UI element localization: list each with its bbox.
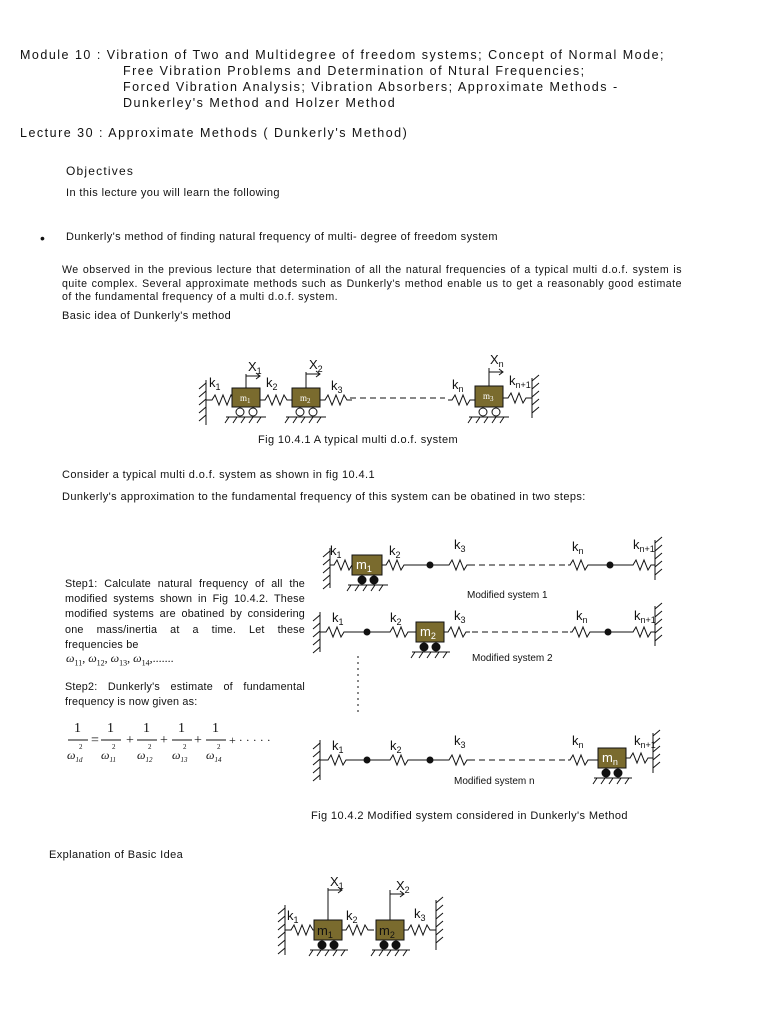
svg-text:ω13: $\omega_{13}$	[172, 748, 188, 764]
module-title-line-3: Forced Vibration Analysis; Vibration Absorbers; Approximate Methods -	[123, 80, 619, 94]
svg-text:2: 2	[148, 743, 152, 751]
svg-text:1: 1	[107, 721, 114, 736]
fig3-m1: $m_1$	[317, 923, 333, 940]
fig2-caption: Fig 10.4.2 Modified system considered in Dunkerly's Method	[311, 810, 628, 822]
fig2-sn-k2: $k_2$	[390, 738, 402, 755]
fig1-x1-label: $X_1$	[248, 359, 262, 376]
fig2-s1-k2: $k_2$	[389, 543, 401, 560]
fig2-sn-kn1: $k_{n+1}$	[634, 733, 656, 750]
fig3-k3: $k_3$	[414, 906, 426, 923]
svg-text:1: 1	[178, 721, 185, 736]
fig2-s1-kn: $k_n$	[572, 539, 584, 556]
fig2-s1-mass: $m_1$	[356, 557, 372, 574]
explanation-heading: Explanation of Basic Idea	[49, 849, 184, 861]
svg-text:ω1d: $\omega_{1d}$	[67, 748, 83, 764]
fig1-caption: Fig 10.4.1 A typical multi d.o.f. system	[258, 434, 459, 446]
fig2-sn-k3: $k_3$	[454, 733, 466, 750]
step1-text: Step1: Calculate natural frequency of all the modified systems shown in Fig 10.4.2. These modified systems are obatined by considering one mass/inertia at a time. Let these frequencies be	[65, 578, 305, 651]
fig2-s1-k1: $k_1$	[330, 543, 342, 560]
lecture-title: Lecture 30 : Approximate Methods ( Dunkerly's Method)	[20, 126, 409, 140]
svg-text:1: 1	[143, 721, 150, 736]
fig1-k1-label: $k_1$	[209, 375, 221, 392]
fig1-kn1-label: $k_{n+1}$	[509, 373, 531, 390]
fig3-k2: $k_2$	[346, 908, 358, 925]
fig2-sn-kn: $k_n$	[572, 733, 584, 750]
fig3-m2: $m_2$	[379, 923, 395, 940]
fig2-s2-mass: $m_2$	[420, 624, 436, 641]
fig2-sys2-label: Modified system 2	[472, 653, 553, 664]
fig2-s1-k3: $k_3$	[454, 537, 466, 554]
fig1-m3-label: $m_3$	[483, 391, 494, 403]
module-title-line-2: Free Vibration Problems and Determination of Ntural Frequencies;	[123, 64, 586, 78]
formula-plus-1: +	[126, 733, 134, 748]
module-title-line-4: Dunkerley's Method and Holzer Method	[123, 96, 397, 110]
formula-equals: =	[91, 733, 99, 748]
fig2-sn-k1: $k_1$	[332, 738, 344, 755]
svg-text:1: 1	[212, 721, 219, 736]
fig2-s2-k1: $k_1$	[332, 610, 344, 627]
fig1-m1-label: $m_1$	[240, 393, 251, 405]
svg-text:1: 1	[74, 721, 81, 736]
fig3-k1: $k_1$	[287, 908, 299, 925]
step2-text: Step2: Dunkerly's estimate of fundamental frequency is now given as:	[65, 681, 305, 709]
fig1-x2-label: $X_2$	[309, 357, 323, 374]
fig2-s2-kn1: $k_{n+1}$	[634, 608, 656, 625]
fig2-sysn-label: Modified system n	[454, 776, 535, 787]
fig2-s1-kn1: $k_{n+1}$	[633, 537, 655, 554]
svg-text:2: 2	[183, 743, 187, 751]
formula-plus-2: +	[160, 733, 168, 748]
svg-text:ω12: $\omega_{12}$	[137, 748, 153, 764]
intro-paragraph: We observed in the previous lecture that determination of all the natural frequencies of a typical multi d.o.f. system is quite complex. Several approximate methods such as Dunkerly's method enable us to get a reasonably good estimate of the fundamental frequency of a multi d.o.f. system.	[62, 264, 682, 304]
basic-idea-heading: Basic idea of Dunkerly's method	[62, 310, 232, 322]
fig1-k3-label: $k_3$	[331, 378, 343, 395]
consider-text: Consider a typical multi d.o.f. system as shown in fig 10.4.1	[62, 469, 375, 481]
module-title-line-1: Module 10 : Vibration of Two and Multidegree of freedom systems; Concept of Normal Mode;	[20, 48, 665, 62]
objective-item: Dunkerly's method of finding natural frequency of multi- degree of freedom system	[66, 231, 498, 243]
fig2-sn-mass: $m_n$	[602, 750, 618, 767]
objectives-heading: Objectives	[66, 164, 135, 178]
fig1-k2-label: $k_2$	[266, 375, 278, 392]
frequency-list: $\omega_{11}$, $\omega_{12}$, $\omega_{13}$, $\omega_{14}$,.......	[66, 651, 174, 668]
fig2-s2-k3: $k_3$	[454, 608, 466, 625]
svg-text:2: 2	[79, 743, 83, 751]
fig2-s2-kn: $k_n$	[576, 608, 588, 625]
approx-text: Dunkerly's approximation to the fundamental frequency of this system can be obatined in two steps:	[62, 491, 586, 503]
fig1-xn-label: $X_n$	[490, 352, 504, 369]
fig1-kn-label: $k_n$	[452, 377, 464, 394]
fig2-s2-k2: $k_2$	[390, 610, 402, 627]
svg-text:ω11: $\omega_{11}$	[101, 748, 116, 764]
formula-plus-3: +	[194, 733, 202, 748]
svg-text:ω14: $\omega_{14}$	[206, 748, 222, 764]
fig3-x1: $X_1$	[330, 874, 344, 891]
formula-tail: + · · · · ·	[229, 733, 271, 747]
svg-text:2: 2	[112, 743, 116, 751]
fig2-sys1-label: Modified system 1	[467, 590, 548, 601]
fig3-x2: $X_2$	[396, 878, 410, 895]
objectives-intro: In this lecture you will learn the following	[66, 187, 280, 199]
bullet-icon: •	[40, 230, 45, 246]
fig1-m2-label: $m_2$	[300, 393, 311, 405]
svg-text:2: 2	[217, 743, 221, 751]
